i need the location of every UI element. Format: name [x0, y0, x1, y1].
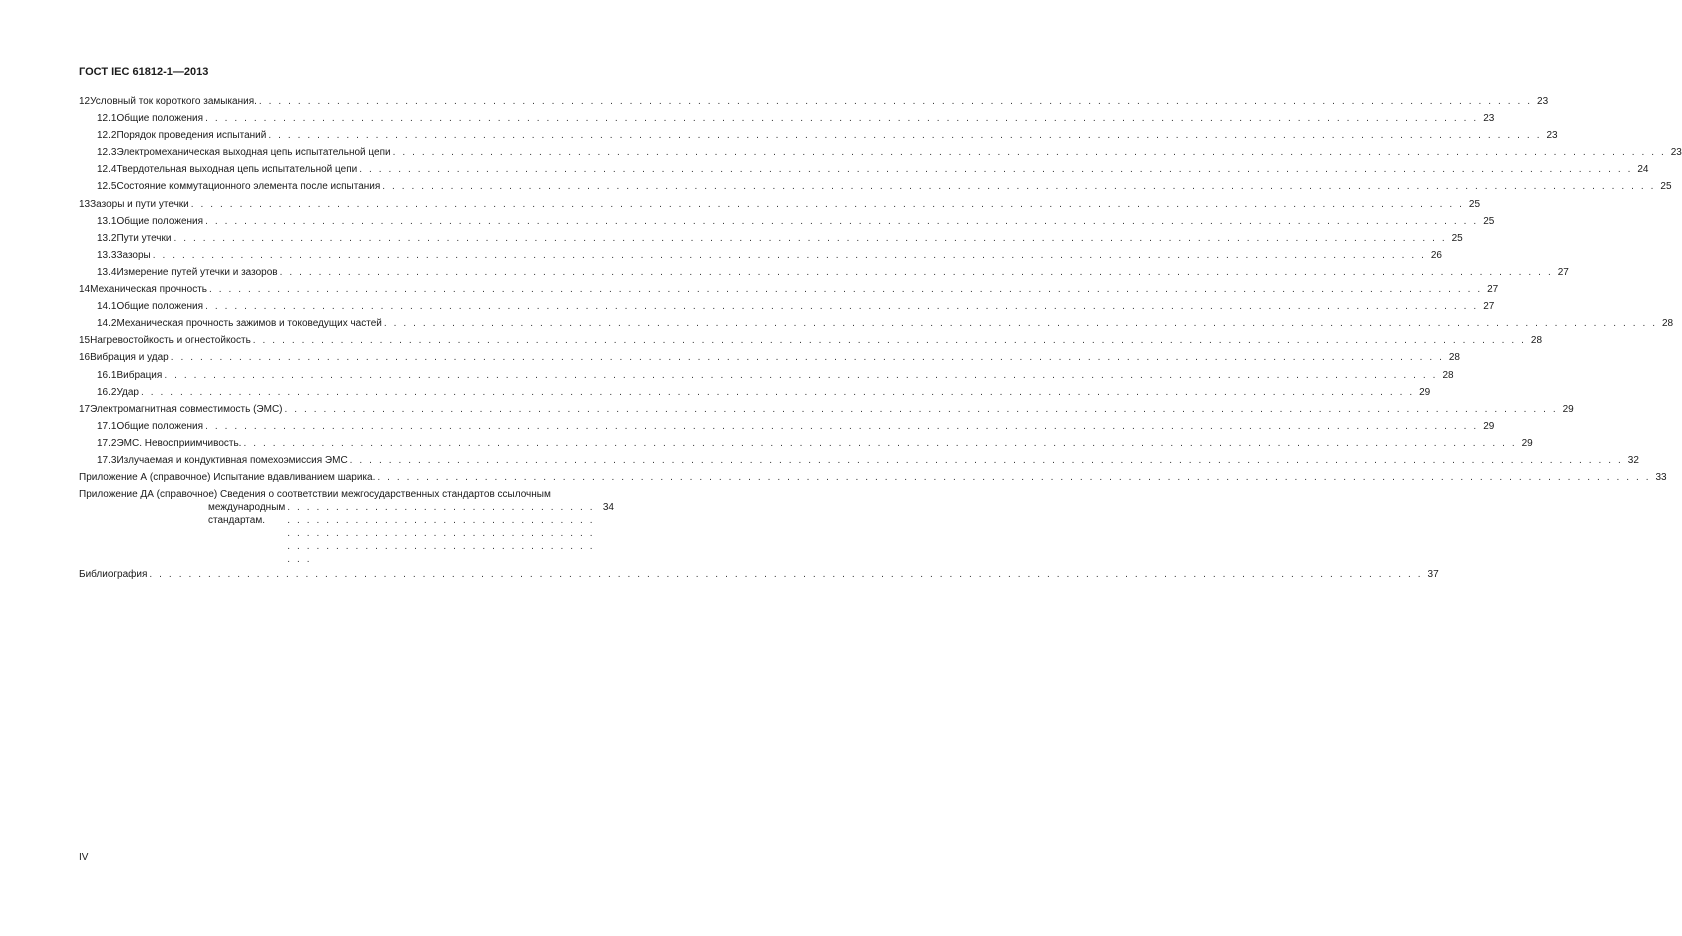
toc-entry-number: 17: [79, 403, 91, 415]
page-number-footer: IV: [79, 852, 89, 863]
leader-dots: [153, 247, 1426, 264]
toc-entry-page: 28: [1442, 369, 1454, 381]
toc-entry-number: 13.2: [97, 232, 117, 244]
toc-entry[interactable]: [79, 264, 1569, 281]
toc-entry-number: 13.1: [97, 215, 117, 227]
leader-dots: [285, 401, 1558, 418]
leader-dots: [209, 281, 1482, 298]
toc-entry-page: 28: [1530, 335, 1543, 347]
toc-entry-number: 15: [79, 335, 91, 347]
toc-entry-page: 28: [1661, 318, 1674, 330]
toc-entry-number: 17.1: [97, 420, 117, 432]
toc-entry-page: 28: [1448, 352, 1460, 364]
leader-dots: [173, 230, 1446, 247]
toc-entry-page: 29: [1483, 420, 1495, 432]
toc-entry-page: 27: [1557, 266, 1569, 278]
toc-entry-page: 34: [602, 502, 614, 514]
toc-entry-title: Условный ток короткого замыкания.: [90, 96, 257, 107]
leader-dots: [191, 196, 1464, 213]
toc-entry-number: 12: [79, 96, 91, 107]
leader-dots: [253, 332, 1526, 349]
toc-entry-number: 12.4: [97, 164, 117, 176]
toc-entry[interactable]: [79, 247, 1442, 264]
leader-dots: [359, 161, 1632, 178]
toc-entry-title: Зазоры: [116, 249, 151, 261]
toc-entry-page: 27: [1483, 301, 1495, 313]
toc-entry-page: 25: [1483, 215, 1495, 227]
toc-entry-title: Порядок проведения испытаний: [116, 130, 267, 142]
toc-entry-title: Электромеханическая выходная цепь испытательной цепи: [116, 147, 391, 159]
toc-entry-title: Общие положения: [116, 420, 204, 432]
toc-entry-page: 37: [1427, 569, 1439, 581]
toc-entry-page: 24: [1637, 164, 1649, 176]
toc-entry-number: 13.4: [97, 266, 117, 278]
toc-entry-number: 14.1: [97, 301, 117, 313]
toc-entry-number: 16.2: [97, 386, 117, 398]
leader-dots: [280, 264, 1553, 281]
toc-entry-number: 17.3: [97, 454, 117, 466]
toc-entry-title: Измерение путей утечки и зазоров: [116, 266, 278, 278]
toc-entry[interactable]: [79, 178, 1672, 195]
toc-entry[interactable]: [79, 418, 1495, 435]
toc-entry-page: 23: [1483, 113, 1495, 125]
toc-entry-title: Нагревостойкость и огнестойкость: [90, 335, 251, 347]
leader-dots: [205, 418, 1478, 435]
leader-dots: [205, 213, 1478, 230]
toc-entry-title: Вибрация и удар: [90, 352, 169, 364]
toc-entry-page: 23: [1546, 130, 1558, 142]
toc-entry-title: Электромагнитная совместимость (ЭМС): [90, 403, 283, 415]
toc-entry-title: Механическая прочность зажимов и токоведущих частей: [116, 318, 382, 330]
toc-entry-title: Библиография: [79, 569, 148, 581]
toc-entry-page: 29: [1419, 386, 1431, 398]
toc-entry-title: Приложение А (справочное) Испытание вдавливанием шарика.: [79, 472, 376, 484]
toc-entry-page: 29: [1521, 437, 1533, 449]
toc-entry-page: 23: [1670, 147, 1682, 159]
toc-entry-title-line2: международным стандартам.: [208, 502, 286, 527]
toc-entry-number: 12.5: [97, 181, 117, 193]
toc-entry-bibliography[interactable]: [79, 566, 1439, 583]
toc-entry-title: Состояние коммутационного элемента после испытания: [116, 181, 381, 193]
toc-entry-title: ЭМС. Невосприимчивость.: [116, 437, 242, 449]
document-header: ГОСТ IEC 61812-1—2013: [79, 66, 209, 78]
toc-entry-title: Твердотельная выходная цепь испытательной цепи: [116, 164, 358, 176]
leader-dots: [149, 566, 1422, 583]
leader-dots: [384, 315, 1657, 332]
toc-entry[interactable]: [79, 196, 1481, 213]
toc-entry[interactable]: [79, 332, 1543, 349]
toc-entry-title-line1: Приложение ДА (справочное) Сведения о соответствии межгосударственных стандартов ссылочным: [79, 489, 551, 501]
toc-entry-title: Зазоры и пути утечки: [90, 198, 189, 210]
toc-entry-number: 12.1: [97, 113, 117, 125]
toc-entry-number: 12.3: [97, 147, 117, 159]
toc-entry-number: 14.2: [97, 318, 117, 330]
toc-entry[interactable]: [79, 93, 1549, 110]
toc-entry-title: Механическая прочность: [90, 284, 207, 296]
toc-entry-title: Общие положения: [116, 301, 204, 313]
toc-entry[interactable]: [79, 281, 1499, 298]
toc-entry-page: 26: [1430, 249, 1442, 261]
toc-entry-title: Пути утечки: [116, 232, 172, 244]
toc-entry-page: 29: [1562, 403, 1574, 415]
toc-entry-number: 13.3: [97, 249, 117, 261]
toc-entry-title: Общие положения: [116, 215, 204, 227]
leader-dots: [205, 110, 1478, 127]
toc-entry-appendix-a[interactable]: [79, 469, 1667, 486]
toc-entry[interactable]: [79, 213, 1495, 230]
toc-entry-page: 27: [1487, 284, 1499, 296]
toc-entry[interactable]: [79, 349, 1460, 366]
toc-entry[interactable]: [79, 315, 1674, 332]
toc-entry[interactable]: [79, 367, 1454, 384]
toc-entry-page: 25: [1468, 198, 1481, 210]
table-of-contents: [79, 93, 1682, 583]
toc-entry-page: 32: [1627, 454, 1639, 466]
leader-dots: [259, 93, 1532, 110]
leader-dots: [382, 178, 1655, 195]
toc-entry[interactable]: [79, 144, 1682, 161]
toc-entry-title: Удар: [116, 386, 139, 398]
toc-entry-number: 13: [79, 198, 91, 210]
toc-entry-number: 12.2: [97, 130, 117, 142]
toc-entry[interactable]: [79, 161, 1649, 178]
leader-dots: [377, 469, 1650, 486]
toc-entry[interactable]: [79, 435, 1533, 452]
toc-entry-number: 16: [79, 352, 91, 364]
toc-entry-page: 33: [1655, 472, 1667, 484]
leader-dots: [171, 349, 1444, 366]
leader-dots: [243, 435, 1516, 452]
toc-entry-number: 16.1: [97, 369, 117, 381]
toc-entry-title: Общие положения: [116, 113, 204, 125]
toc-entry-page: 23: [1537, 96, 1549, 107]
leader-dots: [350, 452, 1623, 469]
toc-entry[interactable]: [79, 298, 1495, 315]
toc-entry[interactable]: [79, 110, 1495, 127]
toc-entry-title: Вибрация: [116, 369, 163, 381]
leader-dots: [268, 127, 1541, 144]
toc-entry[interactable]: [79, 452, 1639, 469]
leader-dots: [287, 501, 598, 566]
leader-dots: [141, 384, 1414, 401]
leader-dots: [164, 367, 1437, 384]
toc-entry[interactable]: [79, 230, 1463, 247]
toc-entry-title: Излучаемая и кондуктивная помехоэмиссия ЭМС: [116, 454, 348, 466]
toc-entry[interactable]: [79, 127, 1558, 144]
toc-entry[interactable]: [79, 401, 1574, 418]
leader-dots: [393, 144, 1666, 161]
toc-entry[interactable]: [79, 384, 1431, 401]
toc-entry-page: 25: [1660, 181, 1672, 193]
toc-entry-page: 25: [1451, 232, 1463, 244]
toc-entry-number: 17.2: [97, 437, 117, 449]
toc-entry-appendix-da[interactable]: [79, 486, 614, 566]
toc-entry-number: 14: [79, 284, 91, 296]
leader-dots: [205, 298, 1478, 315]
